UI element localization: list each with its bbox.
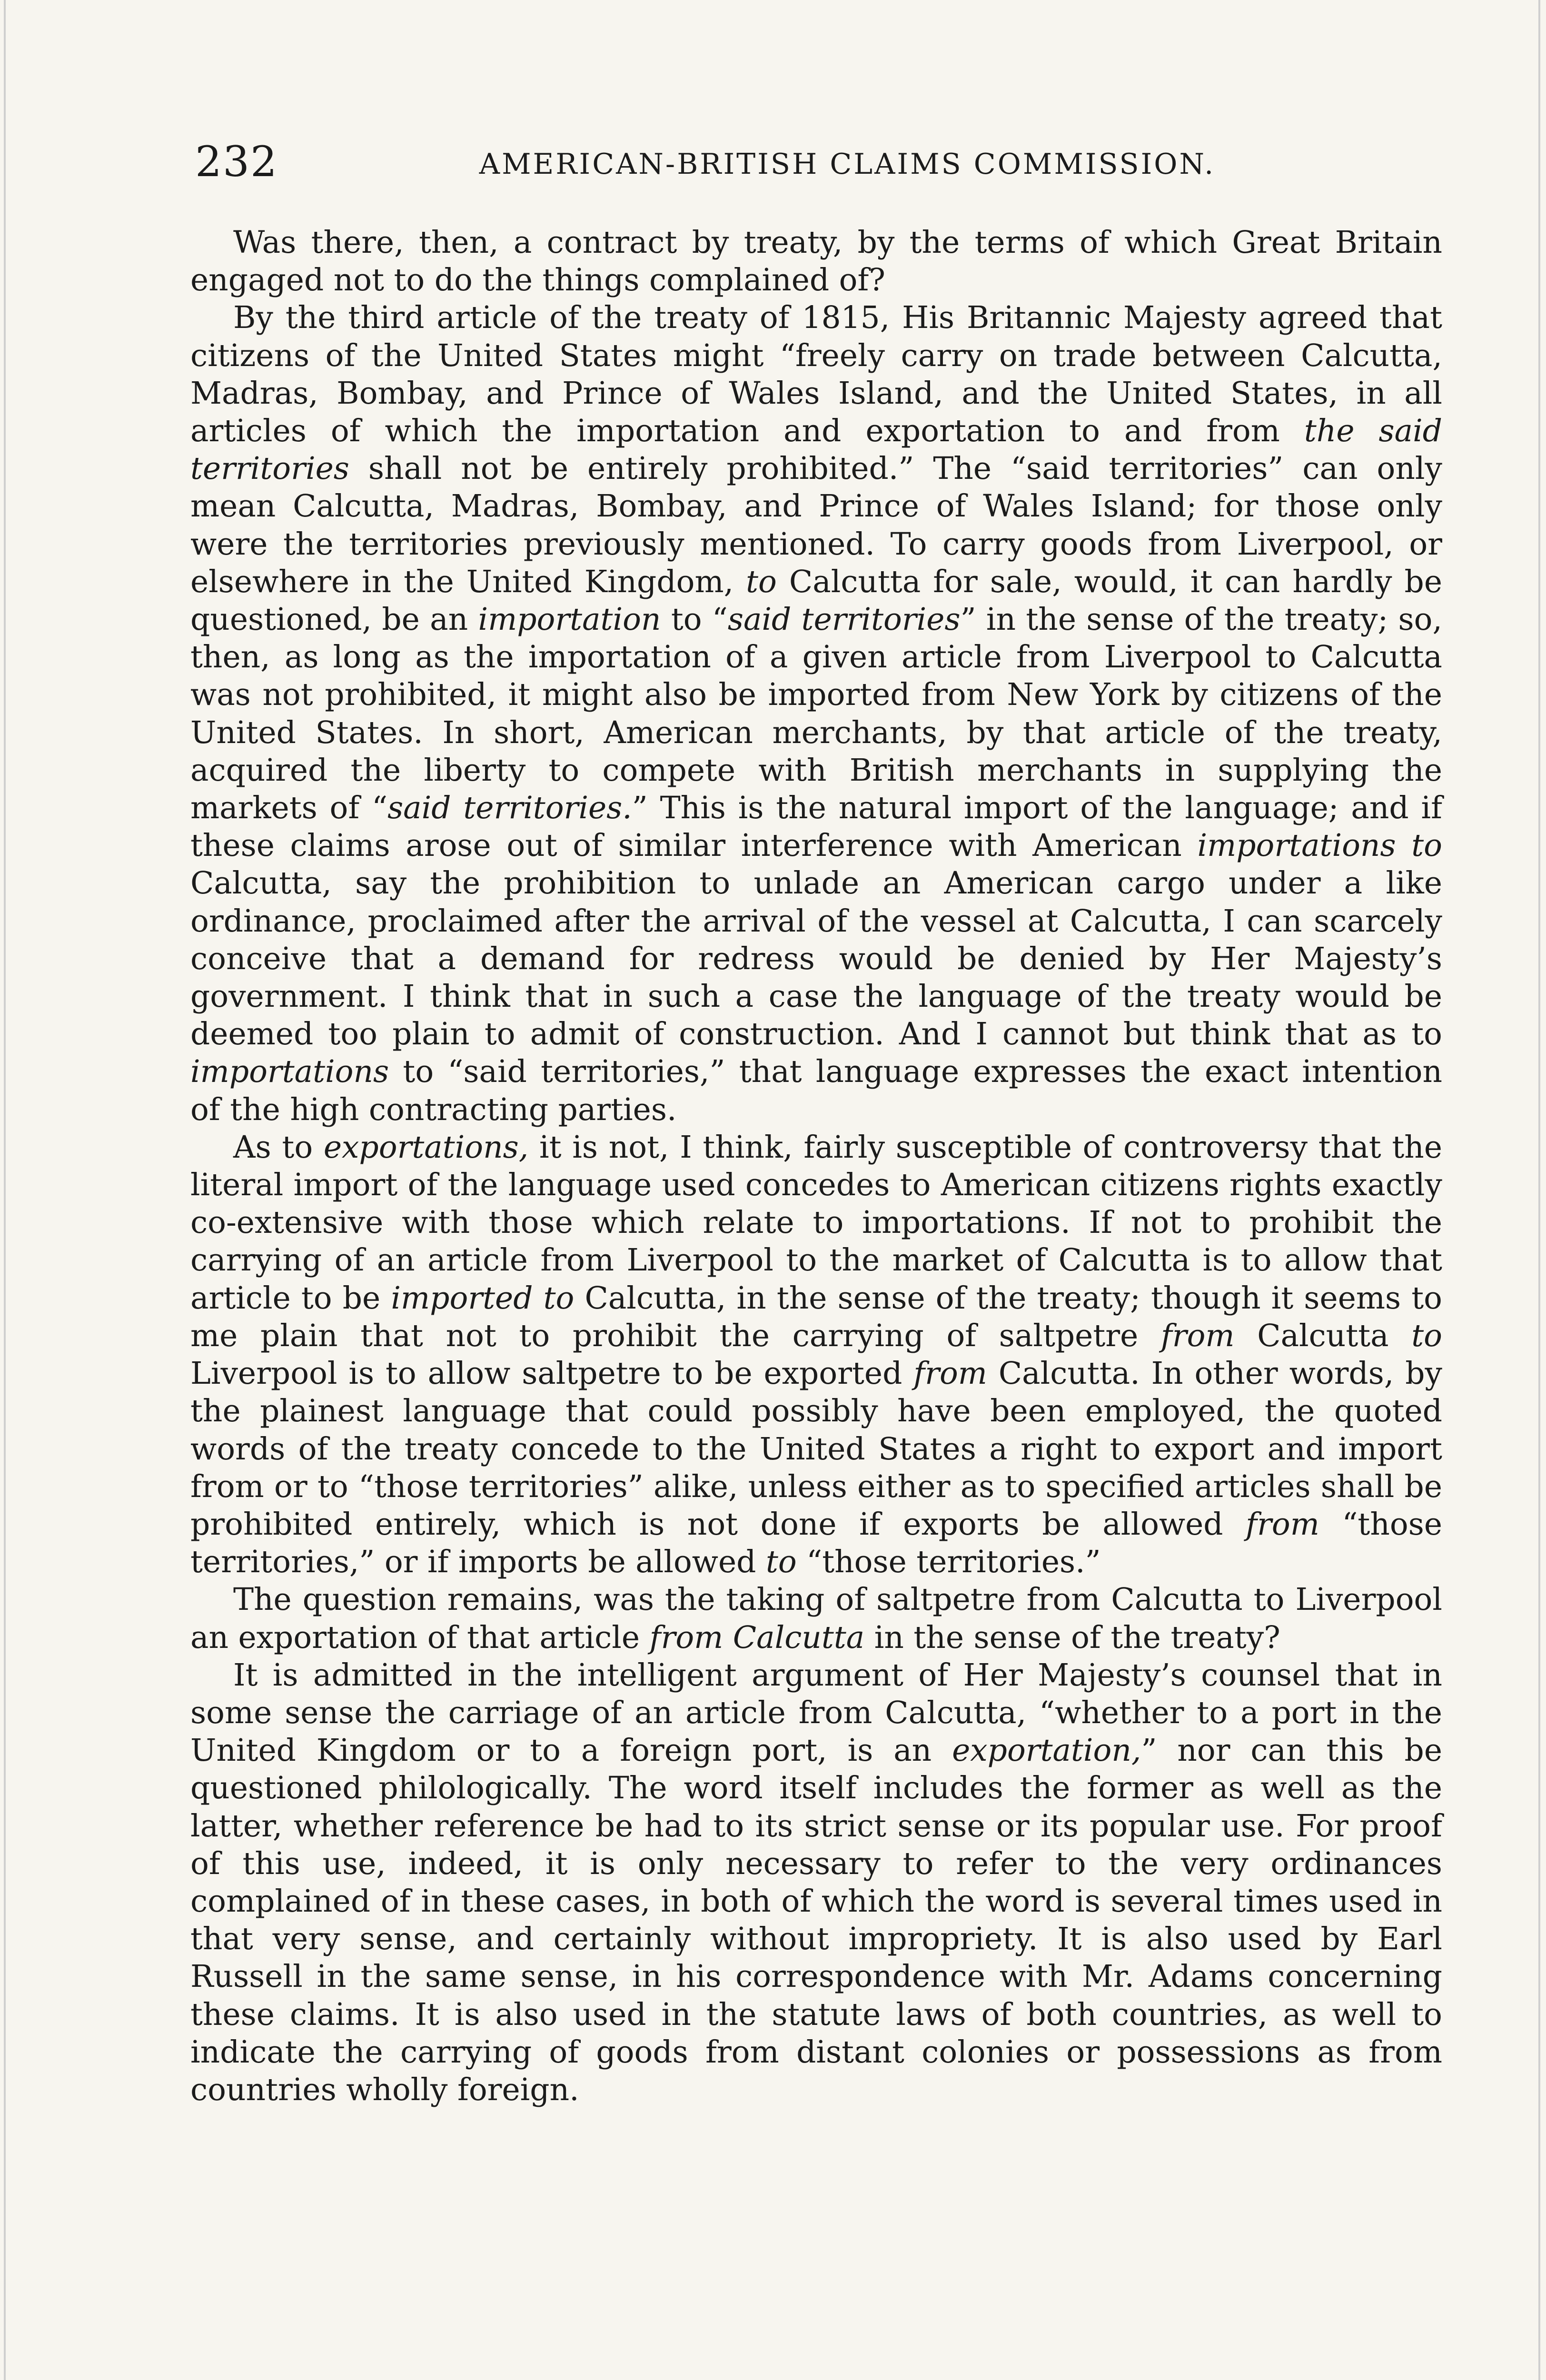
italic-phrase: importation [478, 602, 661, 638]
italic-phrase: the said territories [190, 413, 1443, 487]
italic-phrase: from [1246, 1506, 1319, 1542]
paragraph-5-text: ” nor can this be questioned philologically. The word itself includes the former as well as the latter, whether reference be had to its strict sense or its popular use. For proof of this use, indeed, it is only necessary to refer to the very ordinances complained of in these cases, in both of which the word is several times used in that very sense, and certainly without impropriety. It is also used by Earl Russell in the same sense, in his correspondence with Mr. Adams concerning these claims. It is also used in the statute laws of both countries, as well to indicate the carrying of goods from distant colonies or possessions as from countries wholly foreign. [190, 1733, 1443, 2108]
paragraph-2-text: Calcutta, say the prohibition to unlade an American cargo under a like ordinance, proclaimed after the arrival of the vessel at Calcutta, I can scarcely conceive that a demand for redress would be denied by Her Majesty’s government. I think that in such a case the language of the treaty would be deemed too plain to admit of construction. And I cannot but think that as to [190, 865, 1442, 1052]
page-edge-left [4, 0, 6, 2380]
page-header [195, 133, 1442, 195]
italic-phrase: to [746, 564, 777, 600]
page-number: 232 [195, 137, 278, 186]
paragraph-3-text: Calcutta, in the sense of the treaty; though it seems to me plain that not to prohibit the carrying of saltpetre [190, 1280, 1443, 1354]
paragraph-2-text: to “said territories,” that language expresses the exact intention of the high contracting parties. [190, 1054, 1442, 1128]
italic-phrase: to [1411, 1318, 1442, 1354]
paragraph-3-text: Liverpool is to allow saltpetre to be exported [190, 1356, 914, 1392]
paragraph-2 [190, 299, 1442, 1128]
italic-phrase: imported to [391, 1280, 575, 1316]
paragraph-4-text: The question remains, was the taking of saltpetre from Calcutta to Liverpool an exportation of that article [190, 1582, 1442, 1656]
italic-phrase: said territories. [387, 790, 632, 826]
italic-phrase: to [765, 1544, 797, 1580]
paragraph-5 [190, 1656, 1442, 2109]
page-edge-right [1538, 0, 1540, 2380]
paragraph-2-text: ” in the sense of the treaty; so, then, as long as the importation of a given article from Liverpool to Calcutta was not prohibited, it might also be imported from New York by citizens of the United States. In short, American merchants, by that article of the treaty, acquired the liberty to compete with British merchants in supplying the markets of “ [190, 602, 1442, 826]
paragraph-1-text: Was there, then, a contract by treaty, by the terms of which Great Britain engaged not to do the things complained of? [190, 225, 1442, 298]
paragraph-2-text: ” This is the natural import of the language; and if these claims arose out of similar interference with American [190, 790, 1442, 864]
paragraph-2-text: Calcutta for sale, would, it can hardly be questioned, be an [190, 564, 1442, 638]
paragraph-4-text: in the sense of the treaty? [864, 1619, 1280, 1656]
paragraph-2-text: shall not be entirely prohibited.” The “said territories” can only mean Calcutta, Madras, Bombay, and Prince of Wales Island; for those only were the territories previously mentioned. To carry goods from Liverpool, or elsewhere in the United Kingdom, [190, 451, 1442, 600]
italic-phrase: importations to [1197, 828, 1442, 864]
italic-phrase: from Calcutta [649, 1619, 865, 1656]
paragraph-3-text: “those territories.” [796, 1544, 1101, 1580]
italic-phrase: exportations, [323, 1129, 529, 1165]
paragraph-3-text: Calcutta [1234, 1318, 1412, 1354]
paragraph-3-text: “those territories,” or if imports be allowed [190, 1506, 1443, 1580]
paragraph-5-text: It is admitted in the intelligent argument of Her Majesty’s counsel that in some sense the carriage of an article from Calcutta, “whether to a port in the United Kingdom or to a foreign port, is an [190, 1657, 1442, 1769]
paragraph-3-text: As to [233, 1129, 324, 1165]
paragraph-3-text: it is not, I think, fairly susceptible of controversy that the literal import of the language used concedes to American citizens rights exactly co-extensive with those which relate to importations. If not to prohibit the carrying of an article from Liverpool to the market of Calcutta is to allow that article to be [190, 1129, 1442, 1316]
paragraph-2-text: By the third article of the treaty of 1815, His Britannic Majesty agreed that citizens of the United States might “freely carry on trade between Calcutta, Madras, Bombay, and Prince of Wales Island, and the United States, in all articles of which the importation and exportation to and from [190, 300, 1442, 449]
paragraph-2-text: to “ [661, 602, 728, 638]
paragraph-4 [190, 1581, 1442, 1656]
paragraph-3 [190, 1129, 1442, 1581]
italic-phrase: importations [190, 1054, 389, 1090]
italic-phrase: exportation, [952, 1733, 1141, 1769]
italic-phrase: from [1160, 1318, 1235, 1354]
running-head: AMERICAN-BRITISH CLAIMS COMMISSION. [479, 148, 1216, 181]
paragraph-1 [190, 224, 1442, 299]
italic-phrase: from [913, 1356, 987, 1392]
body-text [190, 224, 1442, 2109]
italic-phrase: said territories [727, 602, 961, 638]
paragraph-3-text: Calcutta. In other words, by the plainest language that could possibly have been employed, the quoted words of the treaty concede to the United States a right to export and import from or to “those territories” alike, unless either as to specified articles shall be prohibited entirely, which is not done if exports be allowed [190, 1356, 1442, 1542]
